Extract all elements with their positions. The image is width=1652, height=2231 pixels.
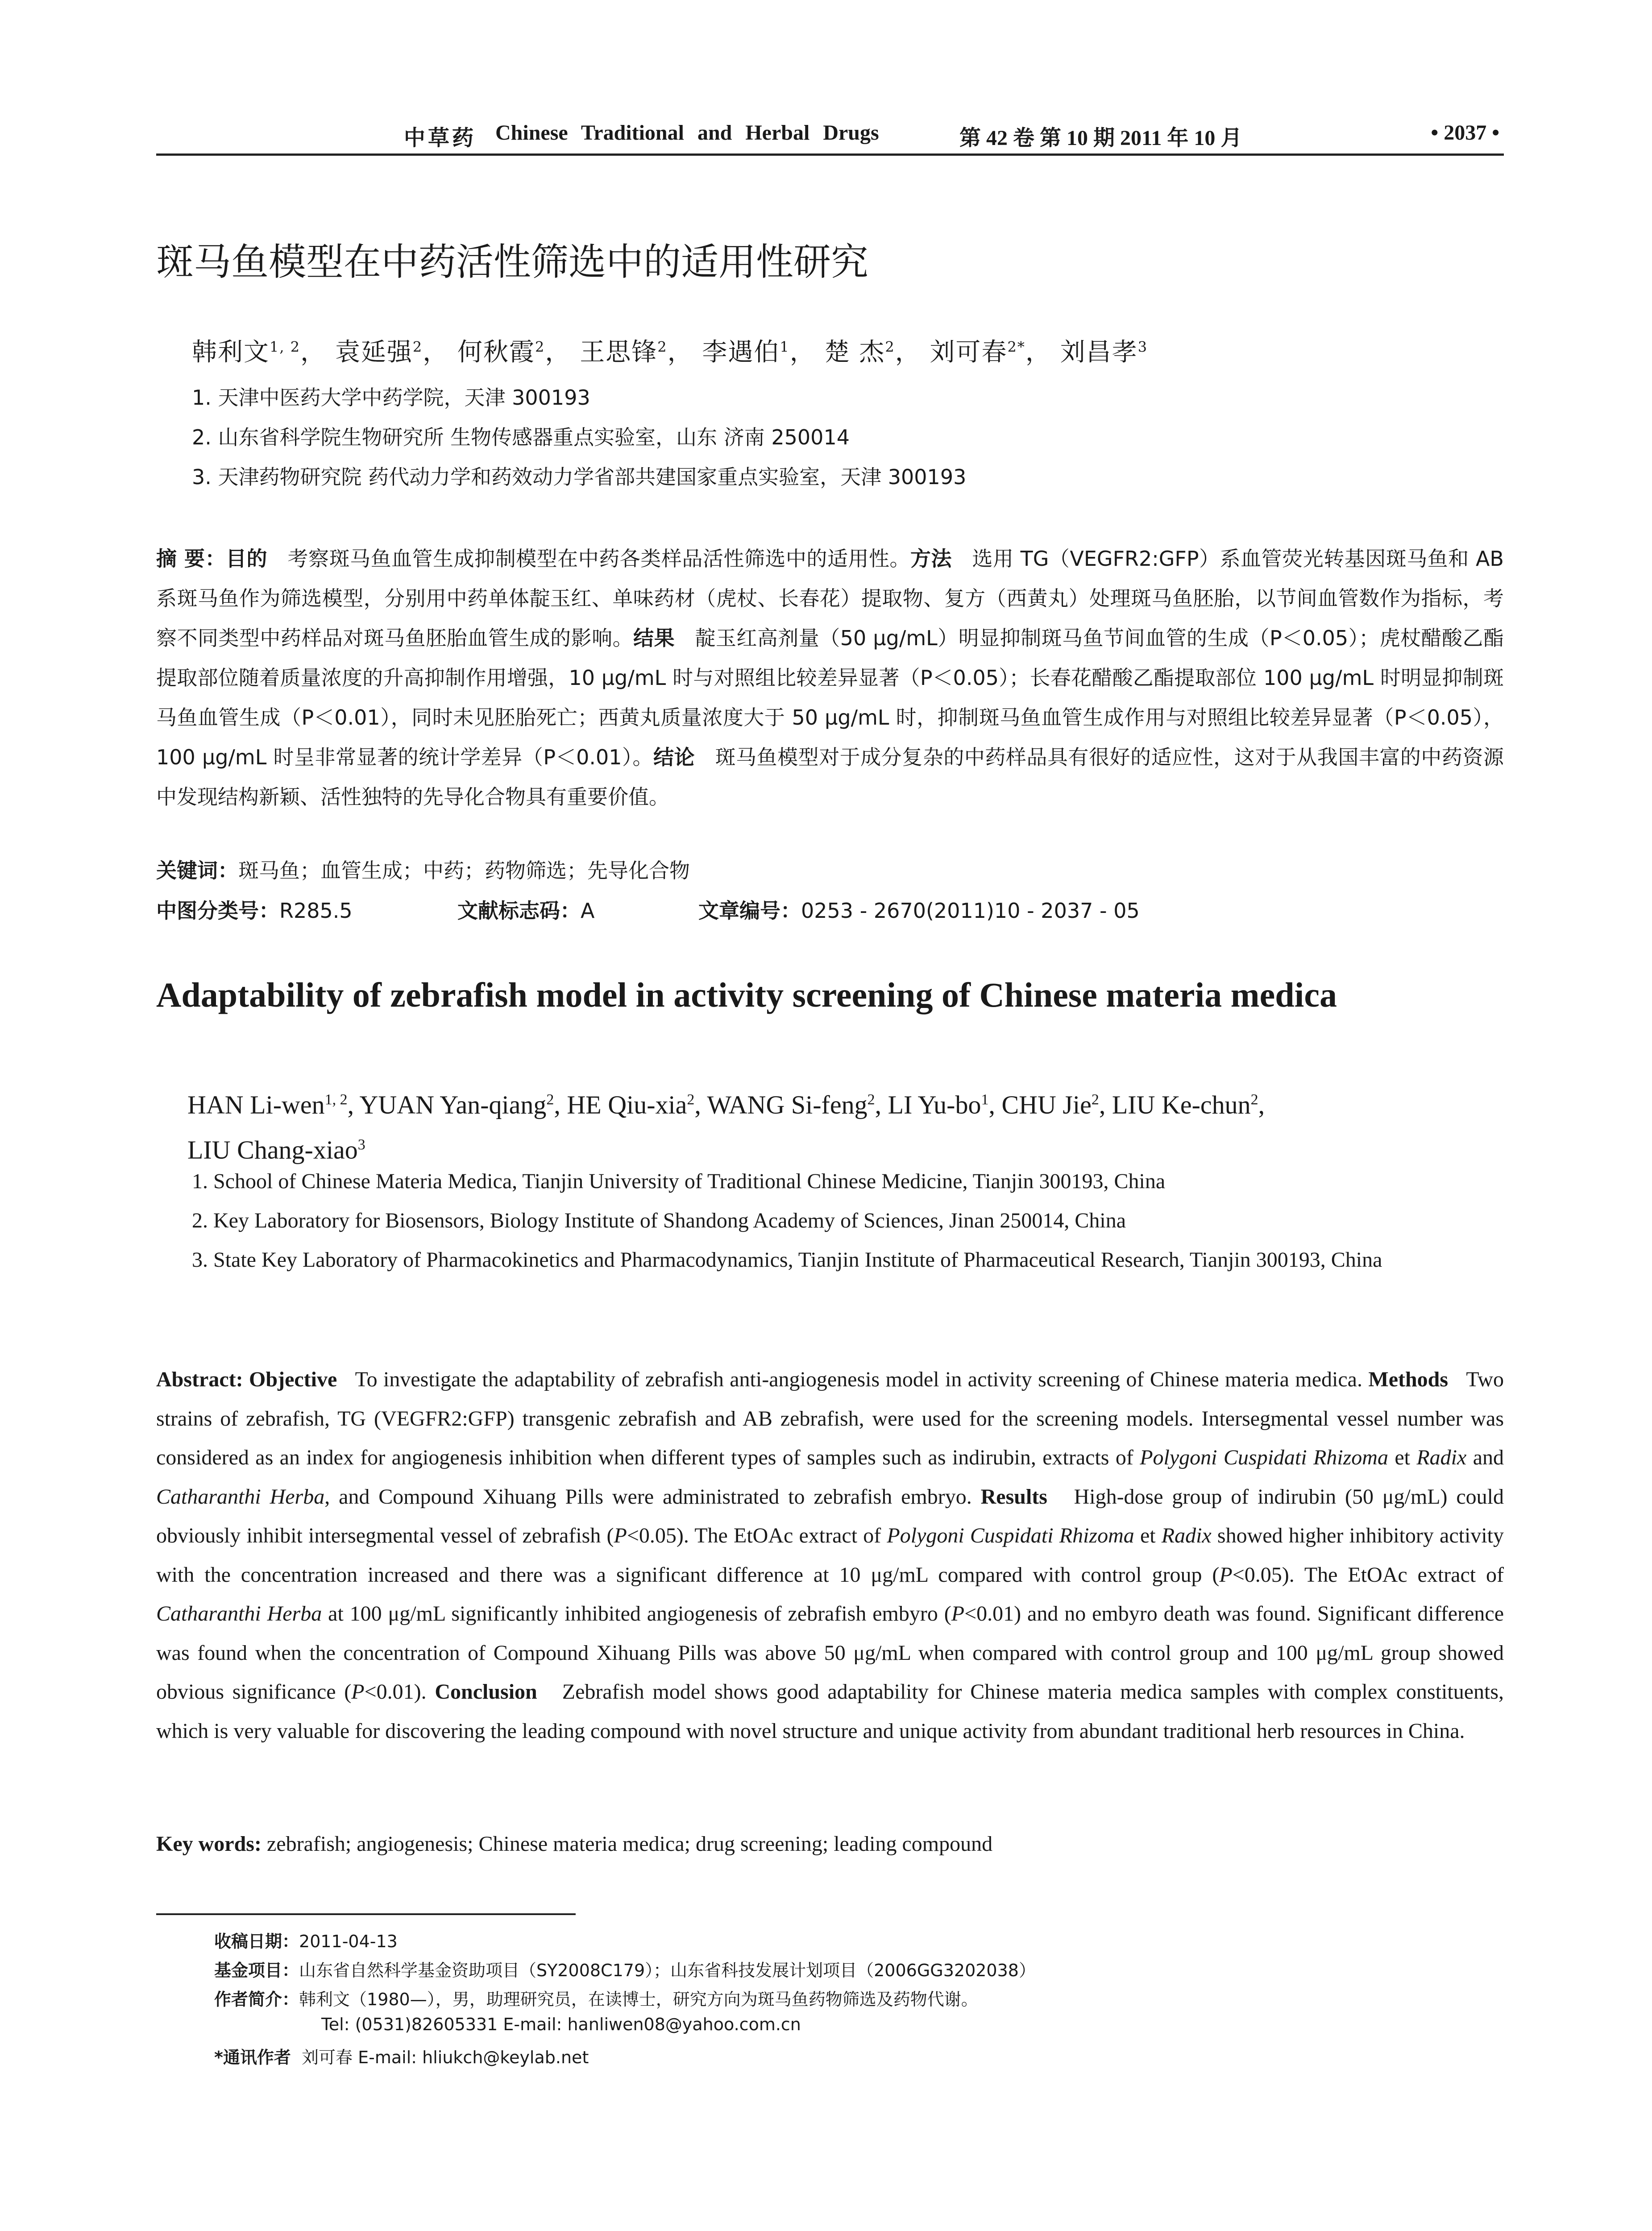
conclusion-text: Zebrafish model shows good adaptability for Chinese materia medica samples with complex constituents, which is very valuable for discovering the leading compound with novel structure and unique activity from abundant traditional herb resources in China.: [156, 1680, 1504, 1743]
document-code-value: A: [581, 899, 595, 923]
author-separator: ,: [1258, 1090, 1265, 1120]
affiliation-cn: 3. 天津药物研究院 药代动力学和药效动力学省部共建国家重点实验室，天津 300193: [192, 465, 967, 489]
p-value-symbol: P: [951, 1602, 965, 1626]
title-en: Adaptability of zebrafish model in activity screening of Chinese materia medica: [156, 975, 1337, 1014]
methods-text: 选用 TG（VEGFR2:GFP）系血管荧光转基因斑马鱼和 AB 系斑马鱼作为筛选模型，分别用中药单体靛玉红、单味药材（虎杖、长春花）提取物、复方（西黄丸）处理斑马鱼胚胎，以节间血管数作为指标，考察不同类型中药样品对斑马鱼胚胎血管生成的影响。: [156, 547, 1504, 650]
abstract-label: Abstract:: [156, 1368, 243, 1391]
methods-text: et: [1388, 1446, 1417, 1469]
author-bio-label: 作者简介：: [214, 1990, 299, 2009]
results-text: <0.01).: [364, 1680, 427, 1704]
author-affiliation-mark: 2: [1091, 1091, 1099, 1108]
journal-name-en: Chinese Traditional and Herbal Drugs: [495, 121, 879, 145]
author-separator: ,: [1099, 1090, 1112, 1120]
author-affiliation-mark: 1: [780, 338, 790, 356]
author-affiliation-mark: 2: [535, 338, 545, 356]
abstract-cn: [156, 539, 1504, 817]
keywords-cn: [156, 854, 690, 884]
objective-text: 考察斑马鱼血管生成抑制模型在中药各类样品活性筛选中的适用性。: [287, 547, 910, 571]
p-value-symbol: P: [1219, 1563, 1233, 1587]
affiliation-en: 1. School of Chinese Materia Medica, Tianjin University of Traditional Chinese Medicine, Tianjin 300193, China: [192, 1169, 1166, 1193]
author-name: 李遇伯: [702, 338, 780, 367]
results-text: 靛玉红高剂量（50 μg/mL）明显抑制斑马鱼节间血管的生成（P＜0.05）；虎杖醋酸乙酯提取部位随着质量浓度的升高抑制作用增强，10 μg/mL 时与对照组比较差异显著（P＜0.05）；长春花醋酸乙酯提取部位 100 μg/mL 时明显抑制斑马鱼血管生成（P＜0.01），同时未见胚胎死亡；西黄丸质量浓度大于 50 μg/mL 时，抑制斑马鱼血管生成作用与对照组比较差异显著（P＜0.05），100 μg/mL 时呈非常显著的统计学差异（P＜0.01）。: [156, 626, 1504, 769]
author-separator: ,: [694, 1090, 707, 1120]
author-name: WANG Si-feng: [707, 1090, 868, 1120]
methods-text: , and Compound Xihuang Pills were administrated to zebrafish embryo.: [324, 1485, 972, 1509]
results-text: <0.01) and no embyro death was found. Significant difference was found when the concentration of Compound Xihuang Pills was above 50 μg/mL when compared with control group and 100 μg/mL group showed obvious significance (: [156, 1602, 1504, 1704]
methods-label: 方法: [910, 547, 952, 571]
results-text: <0.05). The EtOAc extract of: [1232, 1563, 1504, 1587]
affiliation-cn: 1. 天津中医药大学中药学院，天津 300193: [192, 386, 590, 410]
article-number-label: 文章编号：: [698, 899, 801, 923]
p-value-symbol: P: [614, 1524, 627, 1547]
author-name: 袁延强: [335, 338, 413, 367]
author-name: HAN Li-wen: [187, 1090, 325, 1120]
objective-label: Objective: [249, 1368, 337, 1391]
author-separator: ,: [988, 1090, 1002, 1120]
clc-number: [156, 895, 353, 924]
footnote-rule: [156, 1913, 576, 1915]
author-separator: ，: [545, 338, 571, 367]
article-number: [698, 895, 1140, 924]
affiliation-cn: 2. 山东省科学院生物研究所 生物传感器重点实验室，山东 济南 250014: [192, 425, 850, 449]
author-name: 王思锋: [580, 338, 658, 367]
footnote-fund: [214, 1957, 1036, 1981]
results-text: High-dose group of indirubin (50 μg/mL) could obviously inhibit intersegmental vessel of zebrafish (: [156, 1485, 1504, 1547]
author-name: CHU Jie: [1001, 1090, 1092, 1120]
author-affiliation-mark: 2*: [1007, 338, 1025, 356]
fund-text: 山东省自然科学基金资助项目（SY2008C179）；山东省科技发展计划项目（2006GG3202038）: [299, 1961, 1036, 1980]
author-name: HE Qiu-xia: [567, 1090, 687, 1120]
author-separator: ，: [789, 338, 816, 367]
author-name: LI Yu-bo: [888, 1090, 981, 1120]
conclusion-label: 结论: [653, 745, 695, 769]
document-code-label: 文献标志码：: [457, 899, 581, 923]
species-name: Radix: [1161, 1524, 1212, 1547]
keywords-text: zebrafish; angiogenesis; Chinese materia medica; drug screening; leading compound: [266, 1832, 993, 1856]
author-name: 韩利文: [192, 338, 270, 367]
author-separator: ，: [423, 338, 449, 367]
author-affiliation-mark: 2: [1250, 1091, 1258, 1108]
author-separator: ，: [300, 338, 327, 367]
author-name: 何秋霞: [457, 338, 535, 367]
results-text: at 100 μg/mL significantly inhibited angiogenesis of zebrafish embyro (: [322, 1602, 951, 1626]
footnote-received: [214, 1928, 398, 1952]
methods-label: Methods: [1368, 1368, 1449, 1391]
authors-en: [187, 1080, 1482, 1170]
footnote-contact: Tel: (0531)82605331 E-mail: hanliwen08@yahoo.com.cn: [321, 2015, 801, 2034]
keywords-en: [156, 1832, 992, 1856]
keywords-label: Key words:: [156, 1832, 261, 1856]
methods-text: Two strains of zebrafish, TG (VEGFR2:GFP) transgenic zebrafish and AB zebrafish, were used for the screening models. Intersegmental vessel number was considered as an index for angiogenesis inhibition when different types of samples such as indirubin, extracts of: [156, 1368, 1504, 1469]
author-affiliation-mark: 2: [867, 1091, 875, 1108]
author-affiliation-mark: 2: [412, 338, 423, 356]
article-number-value: 0253 - 2670(2011)10 - 2037 - 05: [801, 899, 1140, 923]
results-label: Results: [980, 1485, 1047, 1509]
author-name: 刘可春: [930, 338, 1008, 367]
author-affiliation-mark: 1, 2: [270, 338, 301, 356]
author-separator: ，: [667, 338, 693, 367]
species-name: Catharanthi Herba: [156, 1485, 325, 1509]
author-affiliation-mark: 2: [546, 1091, 554, 1108]
results-text: showed higher inhibitory activity with the concentration increased and there was a significant difference at 10 μg/mL compared with control group (: [156, 1524, 1504, 1587]
received-label: 收稿日期：: [214, 1932, 299, 1951]
author-name: LIU Chang-xiao: [187, 1135, 358, 1165]
author-name: 楚 杰: [824, 338, 885, 367]
document-code: [457, 895, 594, 924]
abstract-en: [156, 1360, 1504, 1750]
objective-text: To investigate the adaptability of zebrafish anti-angiogenesis model in activity screening of Chinese materia medica.: [355, 1368, 1362, 1391]
author-separator: ,: [554, 1090, 567, 1120]
author-affiliation-mark: 2: [687, 1091, 695, 1108]
author-affiliation-mark: 2: [657, 338, 668, 356]
methods-text: and: [1466, 1446, 1504, 1469]
results-text: <0.05). The EtOAc extract of: [627, 1524, 887, 1547]
header-rule: [156, 153, 1504, 156]
results-text: et: [1134, 1524, 1162, 1547]
affiliation-en: 3. State Key Laboratory of Pharmacokinetics and Pharmacodynamics, Tianjin Institute of Pharmaceutical Research, Tianjin 300193, China: [192, 1248, 1382, 1272]
author-affiliation-mark: 1, 2: [324, 1091, 348, 1108]
clc-value: R285.5: [279, 899, 353, 923]
author-separator: ,: [875, 1090, 888, 1120]
author-affiliation-mark: 2: [885, 338, 895, 356]
species-name: Radix: [1416, 1446, 1467, 1469]
author-name: LIU Ke-chun: [1112, 1090, 1251, 1120]
author-separator: ，: [895, 338, 921, 367]
title-cn: 斑马鱼模型在中药活性筛选中的适用性研究: [156, 240, 869, 284]
conclusion-label: Conclusion: [435, 1680, 537, 1704]
authors-cn: [192, 332, 1148, 368]
affiliation-en: 2. Key Laboratory for Biosensors, Biology Institute of Shandong Academy of Sciences, Jinan 250014, China: [192, 1209, 1126, 1232]
page-number: • 2037 •: [1431, 121, 1499, 145]
conclusion-text: 斑马鱼模型对于成分复杂的中药样品具有很好的适应性，这对于从我国丰富的中药资源中发现结构新颖、活性独特的先导化合物具有重要价值。: [156, 745, 1504, 809]
author-affiliation-mark: 3: [357, 1136, 365, 1153]
species-name: Catharanthi Herba: [156, 1602, 322, 1626]
clc-label: 中图分类号：: [156, 899, 279, 923]
author-bio-text: 韩利文（1980—），男，助理研究员，在读博士，研究方向为斑马鱼药物筛选及药物代谢。: [299, 1990, 978, 2009]
abstract-label: 摘 要：: [156, 547, 226, 571]
running-header: [156, 120, 1504, 150]
species-name: Polygoni Cuspidati Rhizoma: [1140, 1446, 1388, 1469]
footnote-author-bio: [214, 1986, 978, 2010]
author-name: 刘昌孝: [1060, 338, 1138, 367]
objective-label: 目的: [226, 547, 268, 571]
corresponding-text: 刘可春 E-mail: hliukch@keylab.net: [302, 2048, 589, 2067]
author-separator: ，: [1025, 338, 1051, 367]
corresponding-label: *通讯作者: [214, 2048, 291, 2067]
author-separator: ,: [347, 1090, 360, 1120]
received-date: 2011-04-13: [299, 1932, 398, 1951]
p-value-symbol: P: [351, 1680, 365, 1704]
author-affiliation-mark: 1: [981, 1091, 989, 1108]
keywords-label: 关键词：: [156, 858, 238, 883]
journal-name-cn: 中草药: [404, 126, 477, 150]
results-label: 结果: [633, 626, 675, 650]
keywords-text: 斑马鱼；血管生成；中药；药物筛选；先导化合物: [238, 858, 690, 883]
fund-label: 基金项目：: [214, 1961, 299, 1980]
author-name: YUAN Yan-qiang: [359, 1090, 547, 1120]
species-name: Polygoni Cuspidati Rhizoma: [887, 1524, 1134, 1547]
footnote-corresponding: [214, 2044, 589, 2068]
issue-info: 第 42 卷 第 10 期 2011 年 10 月: [959, 126, 1242, 150]
author-affiliation-mark: 3: [1137, 338, 1148, 356]
